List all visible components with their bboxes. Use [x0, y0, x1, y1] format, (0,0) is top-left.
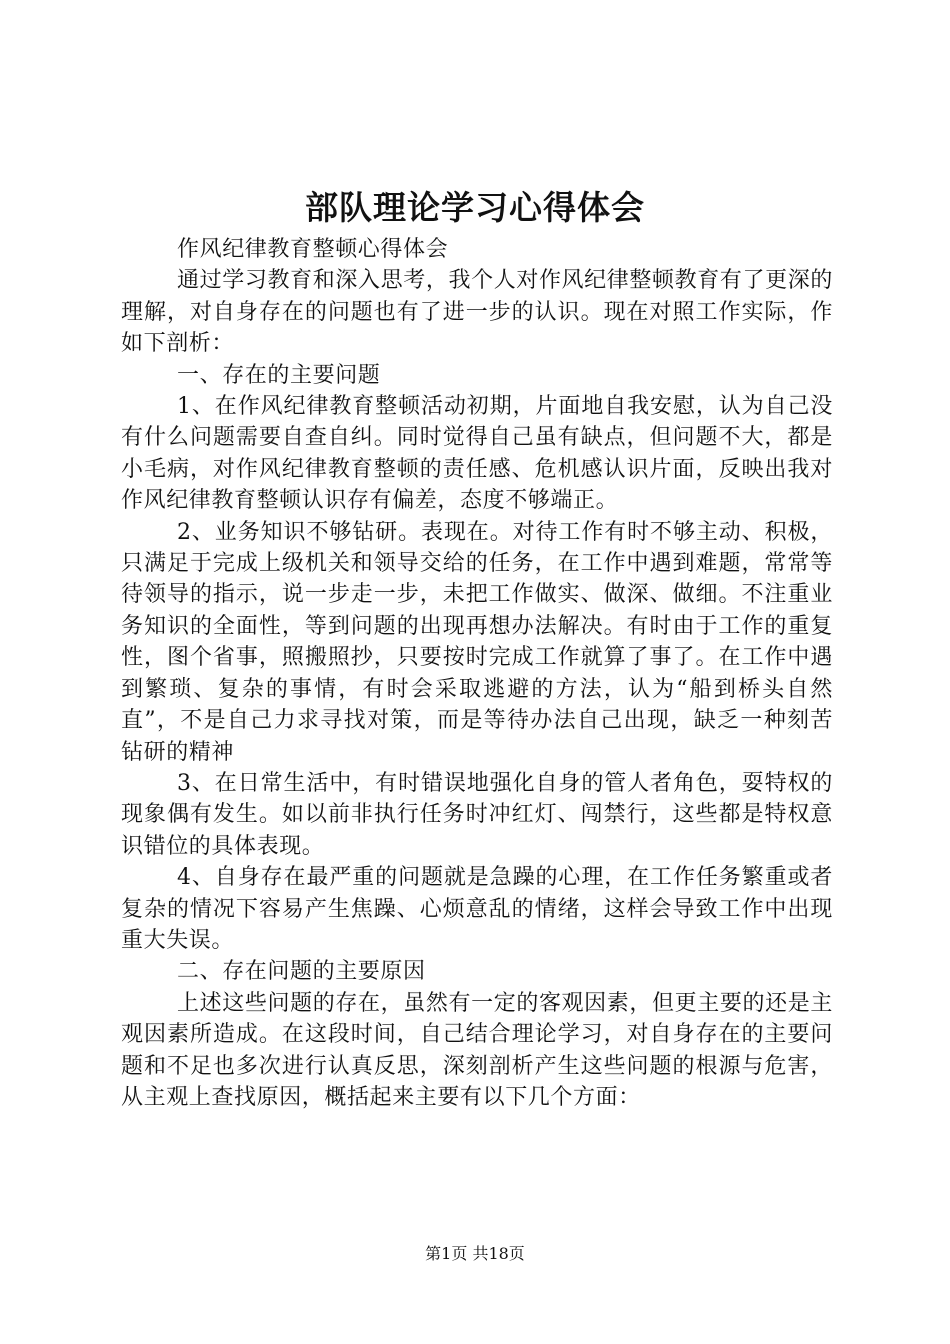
paragraph-intro: 通过学习教育和深入思考，我个人对作风纪律整顿教育有了更深的理解，对自身存在的问题也有了进一步的认识。现在对照工作实际，作如下剖析：	[121, 268, 833, 357]
page-number-footer: 第1页 共18页	[425, 1244, 525, 1263]
paragraph-problem-3: 3、在日常生活中，有时错误地强化自身的管人者角色，耍特权的现象偶有发生。如以前非执行任务时冲红灯、闯禁行，这些都是特权意识错位的具体表现。	[121, 770, 833, 859]
document-body	[121, 234, 833, 1113]
section-heading-causes: 二、存在问题的主要原因	[177, 959, 426, 985]
paragraph-subtitle: 作风纪律教育整顿心得体会	[177, 237, 449, 262]
paragraph-problem-4: 4、自身存在最严重的问题就是急躁的心理，在工作任务繁重或者复杂的情况下容易产生焦躁、心烦意乱的情绪，这样会导致工作中出现重大失误。	[121, 865, 833, 953]
paragraph-problem-2: 2、业务知识不够钻研。表现在。对待工作有时不够主动、积极，只满足于完成上级机关和领导交给的任务，在工作中遇到难题，常常等待领导的指示，说一步走一步，未把工作做实、做深、做细。不注重业务知识的全面性，等到问题的出现再想办法解决。有时由于工作的重复性，图个省事，照搬照抄，只要按时完成工作就算了事了。在工作中遇到繁琐、复杂的事情，有时会采取逃避的方法，认为“船到桥头自然直”，不是自己力求寻找对策，而是等待办法自己出现，缺乏一种刻苦钻研的精神	[121, 519, 833, 765]
document-title: 部队理论学习心得体会	[305, 188, 645, 227]
section-heading-problems: 一、存在的主要问题	[177, 362, 381, 388]
paragraph-causes: 上述这些问题的存在，虽然有一定的客观因素，但更主要的还是主观因素所造成。在这段时间，自己结合理论学习，对自身存在的主要问题和不足也多次进行认真反思，深刻剖析产生这些问题的根源与危害，从主观上查找原因，概括起来主要有以下几个方面：	[121, 990, 833, 1110]
paragraph-problem-1: 1、在作风纪律教育整顿活动初期，片面地自我安慰，认为自己没有什么问题需要自查自纠。同时觉得自己虽有缺点，但问题不大，都是小毛病，对作风纪律教育整顿的责任感、危机感认识片面，反映出我对作风纪律教育整顿认识存有偏差，态度不够端正。	[121, 394, 833, 514]
